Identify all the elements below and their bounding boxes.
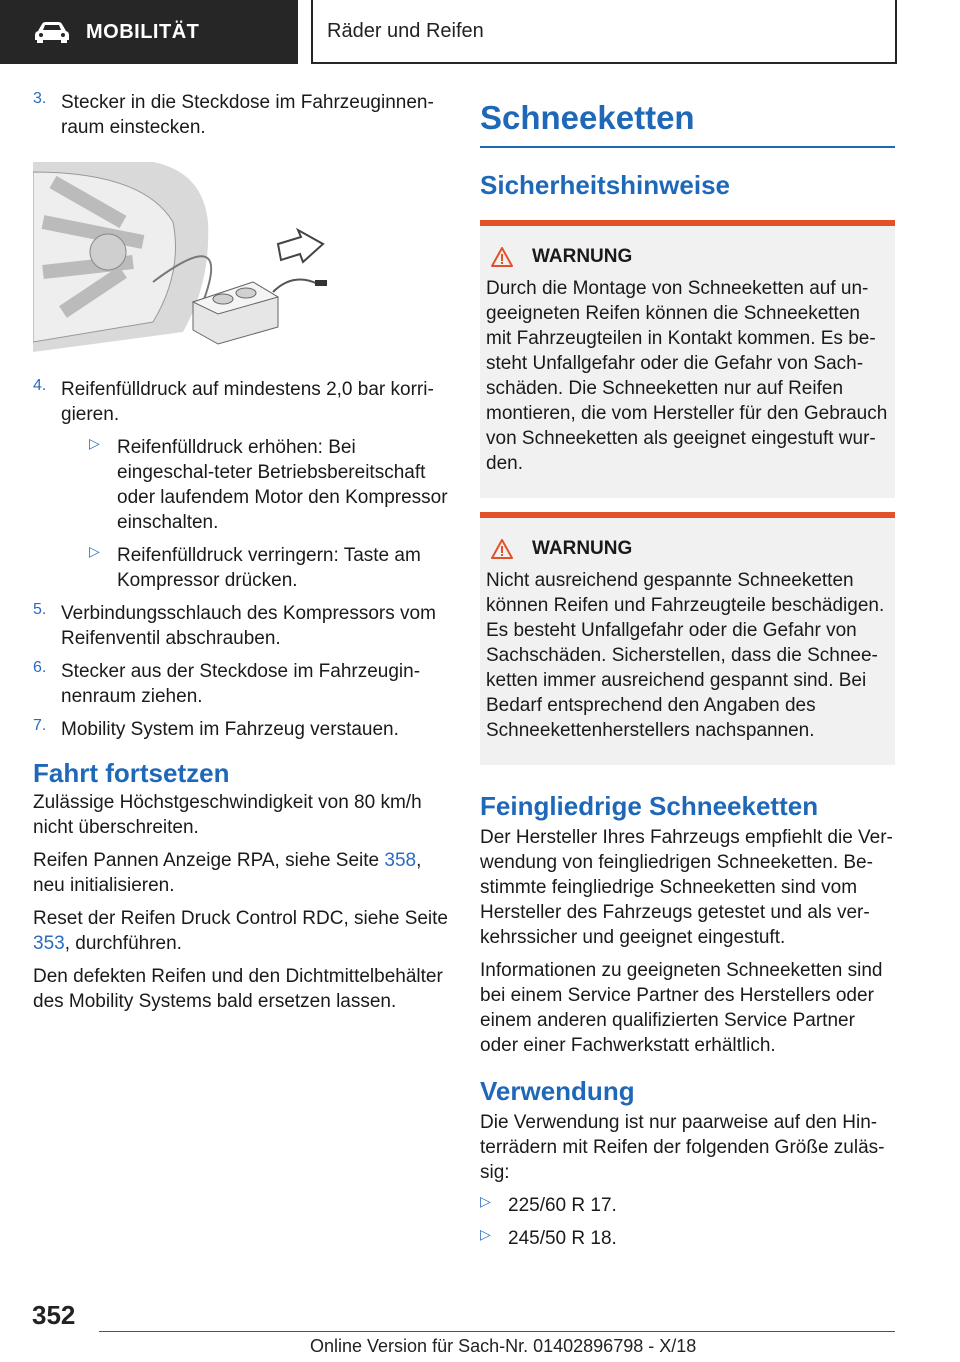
paragraph bbox=[33, 906, 448, 956]
step-text: Stecker in die Steckdose im Fahrzeuginnen-raum einstecken. bbox=[61, 92, 434, 138]
step-text: Reifenfülldruck auf mindestens 2,0 bar korri-gieren. bbox=[61, 379, 434, 425]
chapter-tab bbox=[311, 0, 897, 64]
step-item bbox=[33, 659, 448, 709]
bullet-triangle-icon: ▷ bbox=[480, 1193, 491, 1209]
step-number: 4. bbox=[33, 377, 47, 394]
paragraph: Informationen zu geeigneten Schneeketten sind bei einem Service Partner des Herstellers oder einem anderen qualifizierten Service Partner oder einer Fachwerkstatt erhältlich. bbox=[480, 960, 883, 1056]
warning-text: Nicht ausreichend gespannte Schneeketten können Reifen und Fahrzeugteile beschädigen. Es besteht Unfallgefahr oder die Gefahr von Sachschäden. Sicherstellen, dass die Schnee-ketten immer ausreichend gespannt sind. Bei Bedarf entsprechend den Angaben des Schneekettenherstellers nachspannen. bbox=[486, 570, 885, 741]
warning-title bbox=[486, 246, 889, 268]
section-heading: Sicherheitshinweise bbox=[480, 170, 730, 200]
page-link[interactable]: 358 bbox=[384, 850, 417, 871]
step-item bbox=[33, 601, 448, 651]
list-item bbox=[89, 543, 448, 593]
left-column bbox=[33, 90, 448, 1014]
warning-triangle-icon bbox=[490, 538, 514, 560]
step-number: 6. bbox=[33, 659, 47, 676]
paragraph-text: , durchführen. bbox=[64, 933, 182, 954]
bullet-triangle-icon: ▷ bbox=[480, 1226, 491, 1242]
section-heading: Verwendung bbox=[480, 1076, 635, 1106]
page-header bbox=[0, 0, 960, 66]
step-number: 7. bbox=[33, 717, 47, 734]
right-column bbox=[480, 96, 895, 1259]
list-item-text: Reifenfülldruck erhöhen: Bei eingeschal-teter Betriebsbereitschaft oder laufendem Motor den Kompressor einschalten. bbox=[117, 437, 448, 533]
page-number: 352 bbox=[32, 1300, 76, 1330]
step-item bbox=[33, 90, 448, 140]
step-number: 5. bbox=[33, 601, 47, 618]
section-tab bbox=[0, 0, 298, 64]
step-item bbox=[33, 377, 448, 593]
warning-box bbox=[480, 512, 895, 765]
paragraph: Zulässige Höchstgeschwindigkeit von 80 km/h nicht überschreiten. bbox=[33, 792, 422, 838]
paragraph: Der Hersteller Ihres Fahrzeugs empfiehlt die Ver-wendung von feingliedrigen Schneeketten. Be-stimmte feingliedrige Schneeketten sind vom Hersteller des Fahrzeugs getestet und als ver-kehrssicher und geeignet eingestuft. bbox=[480, 827, 893, 948]
step-number: 3. bbox=[33, 90, 47, 107]
footer-online-version: Online Version für Sach-Nr. 01402896798 - X/18 bbox=[310, 1336, 697, 1356]
chapter-label: Räder und Reifen bbox=[327, 19, 484, 42]
paragraph-text: , neu initialisieren. bbox=[33, 850, 422, 896]
paragraph bbox=[33, 848, 448, 898]
list-item bbox=[480, 1193, 895, 1218]
list-item-text: 245/50 R 18. bbox=[508, 1228, 617, 1249]
warning-label: WARNUNG bbox=[532, 246, 633, 267]
car-icon bbox=[34, 21, 70, 43]
paragraph: Die Verwendung ist nur paarweise auf den Hin-terrädern mit Reifen der folgenden Größe zuläs-sig: bbox=[480, 1112, 885, 1183]
paragraph-text: Reifen Pannen Anzeige RPA, siehe Seite bbox=[33, 850, 385, 871]
step-text: Verbindungsschlauch des Kompressors vom Reifenventil abschrauben. bbox=[61, 603, 436, 649]
bullet-triangle-icon: ▷ bbox=[89, 543, 100, 559]
warning-triangle-icon bbox=[490, 246, 514, 268]
section-label: MOBILITÄT bbox=[86, 20, 200, 43]
bullet-triangle-icon: ▷ bbox=[89, 435, 100, 451]
paragraph-text: Reset der Reifen Druck Control RDC, siehe Seite bbox=[33, 908, 449, 929]
warning-text: Durch die Montage von Schneeketten auf un-geeigneten Reifen können die Schneeketten mit Fahrzeugteilen in Kontakt kommen. Es be-steht Unfallgefahr oder die Gefahr von Sach-schäden. Die Schneeketten nur auf Reifen montieren, die vom Hersteller für den Gebrauch von Schneeketten als geeignet eingestuft wur-den. bbox=[486, 278, 888, 474]
section-heading: Feingliedrige Schneeketten bbox=[480, 791, 819, 821]
compressor-illustration bbox=[33, 162, 333, 352]
page-link[interactable]: 353 bbox=[33, 933, 65, 954]
step-text: Stecker aus der Steckdose im Fahrzeugin-nenraum ziehen. bbox=[61, 661, 421, 707]
warning-title bbox=[486, 538, 889, 560]
step-text: Mobility System im Fahrzeug verstauen. bbox=[61, 719, 399, 740]
list-item-text: Reifenfülldruck verringern: Taste am Kompressor drücken. bbox=[117, 545, 421, 591]
list-item bbox=[89, 435, 448, 535]
footer-divider bbox=[99, 1331, 895, 1332]
warning-label: WARNUNG bbox=[532, 538, 633, 559]
warning-box bbox=[480, 220, 895, 498]
list-item bbox=[480, 1226, 895, 1251]
list-item-text: 225/60 R 17. bbox=[508, 1195, 617, 1216]
paragraph: Den defekten Reifen und den Dichtmittelbehälter des Mobility Systems bald ersetzen lassen. bbox=[33, 966, 443, 1012]
step-item bbox=[33, 717, 448, 742]
page-title: Schneeketten bbox=[480, 99, 695, 136]
section-heading: Fahrt fortsetzen bbox=[33, 758, 230, 788]
title-divider bbox=[480, 146, 895, 148]
